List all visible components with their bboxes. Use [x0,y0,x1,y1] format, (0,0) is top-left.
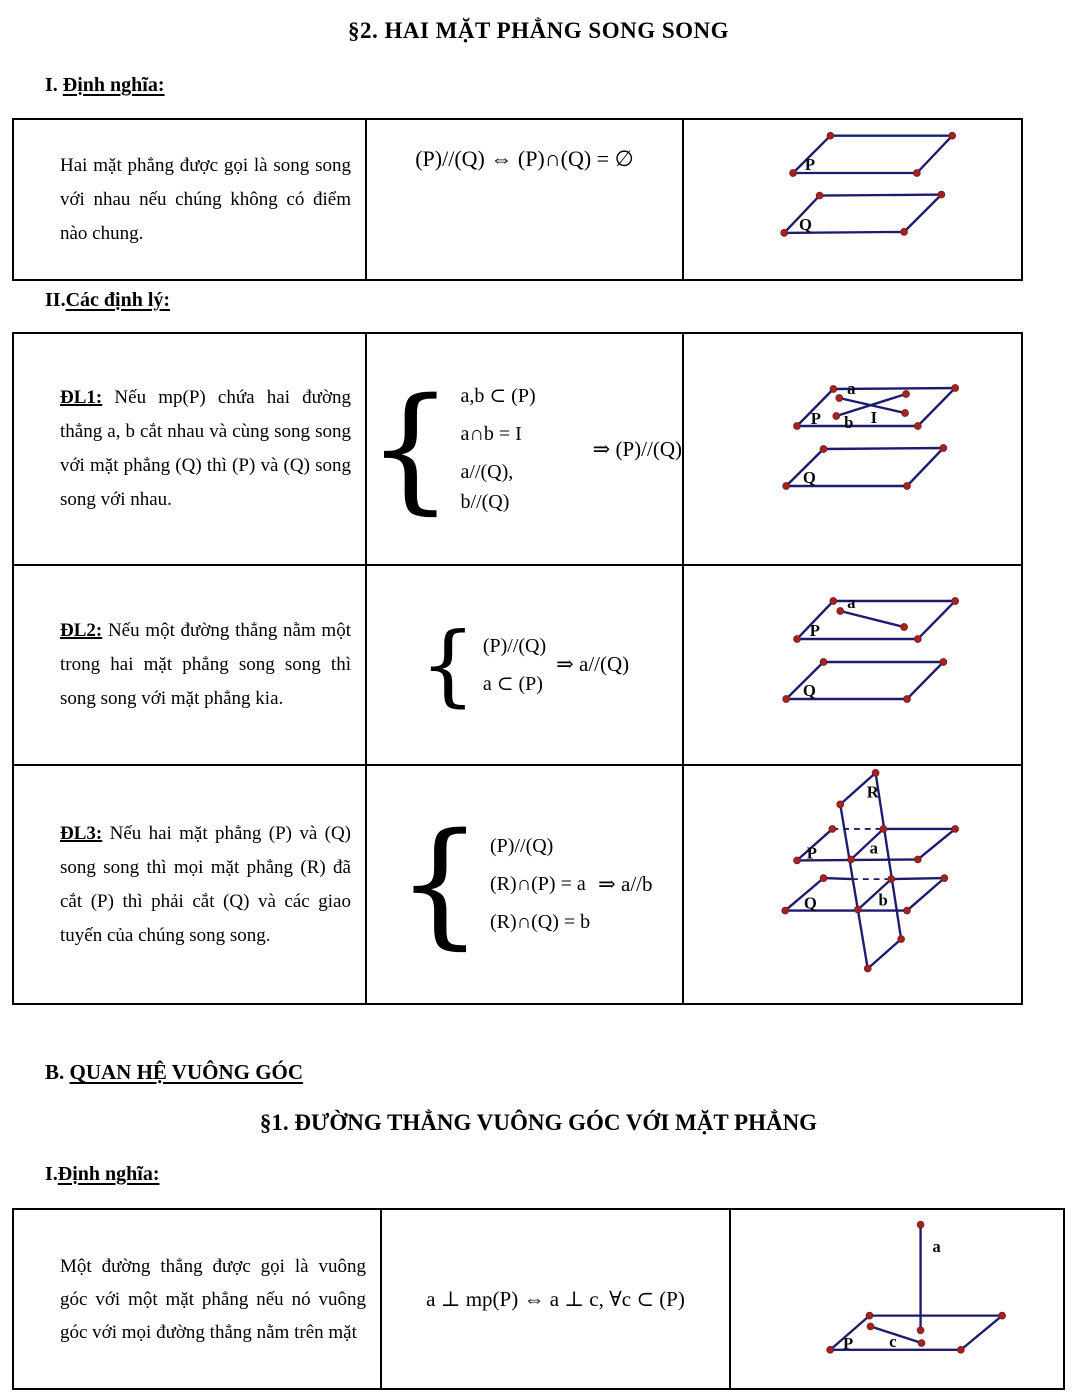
plane-q-label: Q [803,893,817,913]
theorem-3-text: Nếu hai mặt phẳng (P) và (Q) song song thì mọi mặt phẳng (R) đã cắt (P) thì phải cắt (Q) và các giao tuyến của chúng song song. [60,822,352,946]
definition-text-cell [14,120,365,279]
theorem-1-case-3: a//(Q), b//(Q) [460,461,514,513]
theorem-2-text-cell [14,564,365,764]
theorem-1-formula-cell [365,334,682,564]
theorem-2-figure-cell [682,564,1021,764]
point-i-label: I [870,407,878,428]
theorem-3-case-2: (R)∩(P) = a [490,873,586,896]
theorem-2-case-2: a ⊂ (P) [482,672,543,695]
figure-line-perpendicular-to-plane [731,1210,1063,1388]
subsection-title: §1. ĐƯỜNG THẲNG VUÔNG GÓC VỚI MẶT PHẲNG [259,1110,818,1135]
figure-plane-cutting-parallel-planes [684,766,1021,1003]
section-label: Định nghĩa: [62,74,165,96]
theorem-1-figure-cell [682,334,1021,564]
theorem-3-case-1: (P)//(Q) [490,835,554,858]
theorem-2-label: ĐL2: [60,620,103,641]
section-number: II. [45,289,66,311]
line-a-label: a [932,1237,941,1257]
brace: { [367,369,454,528]
definition-table [12,118,1023,281]
theorem-3-conclusion: ⇒ a//b [598,871,653,896]
line-b-label: b [844,412,854,433]
brace: { [419,612,476,716]
theorem-1-case-2: a∩b = I [460,423,522,445]
brace: { [396,805,484,964]
plane-p-label: P [842,1333,854,1353]
theorem-3-text-cell [14,764,365,1003]
plane-p-label: P [806,843,818,863]
plane-p-label: P [804,155,816,175]
theorem-2-text: Nếu một đường thẳng nằm một trong hai mặt phẳng song song thì song song với mặt phẳng kia. [60,620,351,709]
section-label: QUAN HỆ VUÔNG GÓC [69,1060,304,1084]
perpendicular-text: Một đường thẳng được gọi là vuông góc với một mặt phẳng nếu nó vuông góc với mọi đường thẳng nằm trên mặt [60,1256,366,1343]
definition-text: Hai mặt phẳng được gọi là song song với nhau nếu chúng không có điểm nào chung. [60,154,351,244]
plane-q-label: Q [798,214,812,234]
plane-q-label: Q [802,467,816,488]
section-heading-definition-1 [45,74,165,97]
figure-intersecting-lines-parallel-planes [684,334,1021,564]
line-b-label: b [878,890,888,910]
line-a-label: a [847,592,856,613]
line-a-label: a [847,378,856,399]
theorem-3-case-3: (R)∩(Q) = b [490,911,591,934]
section-heading-perpendicular [45,1060,303,1085]
plane-p-label: P [809,620,820,641]
figure-line-in-parallel-plane [684,566,1021,764]
perpendicular-text-cell [14,1210,380,1388]
perpendicular-formula: a ⊥ mp(P) ⇔ a ⊥ c, ∀c ⊂ (P) [426,1286,685,1311]
theorem-2-formula-cell [365,564,682,764]
theorems-table [12,332,1023,1005]
perpendicular-formula-cell [380,1210,729,1388]
page-title: §2. HAI MẶT PHẲNG SONG SONG [347,18,730,43]
theorem-1-text: Nếu mp(P) chứa hai đường thẳng a, b cắt nhau và cùng song song với mặt phẳng (Q) thì (P) và (Q) song song với nhau. [60,387,351,510]
definition-formula-cell [365,120,682,279]
definition-formula: (P)//(Q) ⇔ (P)∩(Q) = ∅ [415,146,634,171]
section-number: I. [45,1163,58,1185]
theorem-3-figure-cell [682,764,1021,1003]
theorem-1-label: ĐL1: [60,387,103,408]
theorem-1-text-cell [14,334,365,564]
perpendicular-figure-cell [729,1210,1063,1388]
definition-figure-cell [682,120,1021,279]
theorem-3-formula-cell [365,764,682,1003]
line-a-label: a [869,838,879,858]
section-heading-theorems [45,289,170,312]
figure-two-parallel-planes [684,120,1021,279]
plane-q-label: Q [802,680,816,701]
section-label: Các định lý: [65,289,171,311]
section-label: Định nghĩa: [57,1163,160,1185]
line-c-label: c [889,1331,897,1351]
theorem-2-case-1: (P)//(Q) [482,634,547,657]
theorem-1-conclusion: ⇒ (P)//(Q) [592,436,682,461]
section-heading-definition-2 [45,1163,160,1186]
section-number: I. [45,74,63,96]
section-number: B. [45,1060,70,1084]
perpendicular-definition-table [12,1208,1065,1390]
theorem-2-conclusion: ⇒ a//(Q) [556,652,630,677]
theorem-3-label: ĐL3: [60,822,103,844]
plane-p-label: P [810,408,821,429]
theorem-1-case-1: a,b ⊂ (P) [460,385,536,407]
plane-r-label: R [866,782,879,802]
